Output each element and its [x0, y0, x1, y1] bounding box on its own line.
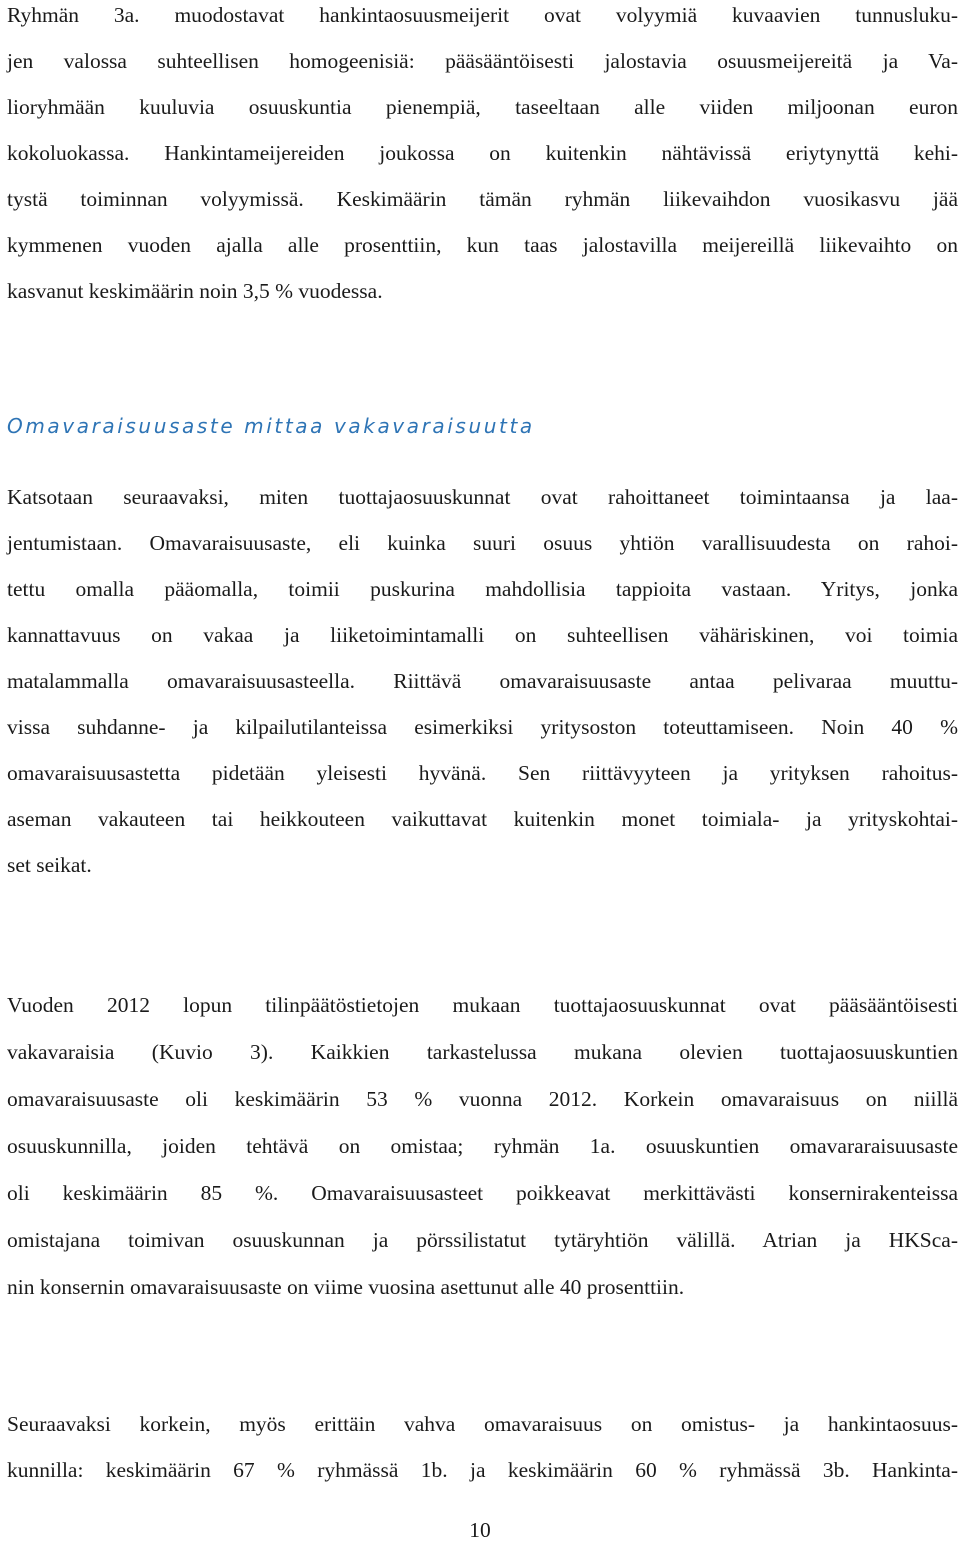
paragraph-line: kannattavuus on vakaa ja liiketoimintamalli on suhteellisen vähäriskinen, voi toimia	[7, 623, 958, 647]
paragraph-line: Seuraavaksi korkein, myös erittäin vahva omavaraisuus on omistus- ja hankintaosuus-	[7, 1412, 958, 1436]
paragraph-line: oli keskimäärin 85 %. Omavaraisuusasteet poikkeavat merkittävästi konsernirakenteissa	[7, 1181, 958, 1205]
paragraph-line: set seikat.	[7, 853, 92, 877]
paragraph-line: tettu omalla pääomalla, toimii puskurina mahdollisia tappioita vastaan. Yritys, jonka	[7, 577, 958, 601]
paragraph-line: aseman vakauteen tai heikkouteen vaikuttavat kuitenkin monet toimiala- ja yrityskohtai-	[7, 807, 958, 831]
paragraph-line: kasvanut keskimäärin noin 3,5 % vuodessa.	[7, 279, 383, 303]
paragraph-line: matalammalla omavaraisuusasteella. Riittävä omavaraisuusaste antaa pelivaraa muuttu-	[7, 669, 958, 693]
paragraph-line: Katsotaan seuraavaksi, miten tuottajaosuuskunnat ovat rahoittaneet toimintaansa ja laa-	[7, 485, 958, 509]
paragraph-line: omavaraisuusastetta pidetään yleisesti hyvänä. Sen riittävyyteen ja yrityksen rahoitus-	[7, 761, 958, 785]
paragraph-line: jentumistaan. Omavaraisuusaste, eli kuinka suuri osuus yhtiön varallisuudesta on rahoi-	[7, 531, 958, 555]
paragraph-line: kunnilla: keskimäärin 67 % ryhmässä 1b. ja keskimäärin 60 % ryhmässä 3b. Hankinta-	[7, 1458, 958, 1482]
paragraph-line: vakavaraisia (Kuvio 3). Kaikkien tarkastelussa mukana olevien tuottajaosuuskuntien	[7, 1040, 958, 1064]
paragraph-line: tystä toiminnan volyymissä. Keskimäärin tämän ryhmän liikevaihdon vuosikasvu jää	[7, 187, 958, 211]
paragraph-line: omavaraisuusaste oli keskimäärin 53 % vuonna 2012. Korkein omavaraisuus on niillä	[7, 1087, 958, 1111]
paragraph-line: nin konsernin omavaraisuusaste on viime vuosina asettunut alle 40 prosenttiin.	[7, 1275, 685, 1299]
section-heading: Omavaraisuusaste mittaa vakavaraisuutta	[7, 414, 535, 438]
paragraph-line: kymmenen vuoden ajalla alle prosenttiin, kun taas jalostavilla meijereillä liikevaihto on	[7, 233, 958, 257]
paragraph-line: osuuskunnilla, joiden tehtävä on omistaa; ryhmän 1a. osuuskuntien omavararaisuusaste	[7, 1134, 958, 1158]
paragraph-line: vissa suhdanne- ja kilpailutilanteissa esimerkiksi yritysoston toteuttamiseen. Noin 40 %	[7, 715, 958, 739]
page-number: 10	[469, 1518, 491, 1542]
paragraph-line: lioryhmään kuuluvia osuuskuntia pienempiä, taseeltaan alle viiden miljoonan euron	[7, 95, 958, 119]
paragraph-line: omistajana toimivan osuuskunnan ja pörssilistatut tytäryhtiön välillä. Atrian ja HKSca-	[7, 1228, 958, 1252]
paragraph-line: kokoluokassa. Hankintameijereiden joukossa on kuitenkin nähtävissä eriytynyttä kehi-	[7, 141, 958, 165]
paragraph-line: Ryhmän 3a. muodostavat hankintaosuusmeijerit ovat volyymiä kuvaavien tunnusluku-	[7, 3, 958, 27]
paragraph-line: jen valossa suhteellisen homogeenisiä: pääsääntöisesti jalostavia osuusmeijereitä ja Va-	[7, 49, 958, 73]
paragraph-line: Vuoden 2012 lopun tilinpäätöstietojen mukaan tuottajaosuuskunnat ovat pääsääntöisesti	[7, 993, 958, 1017]
